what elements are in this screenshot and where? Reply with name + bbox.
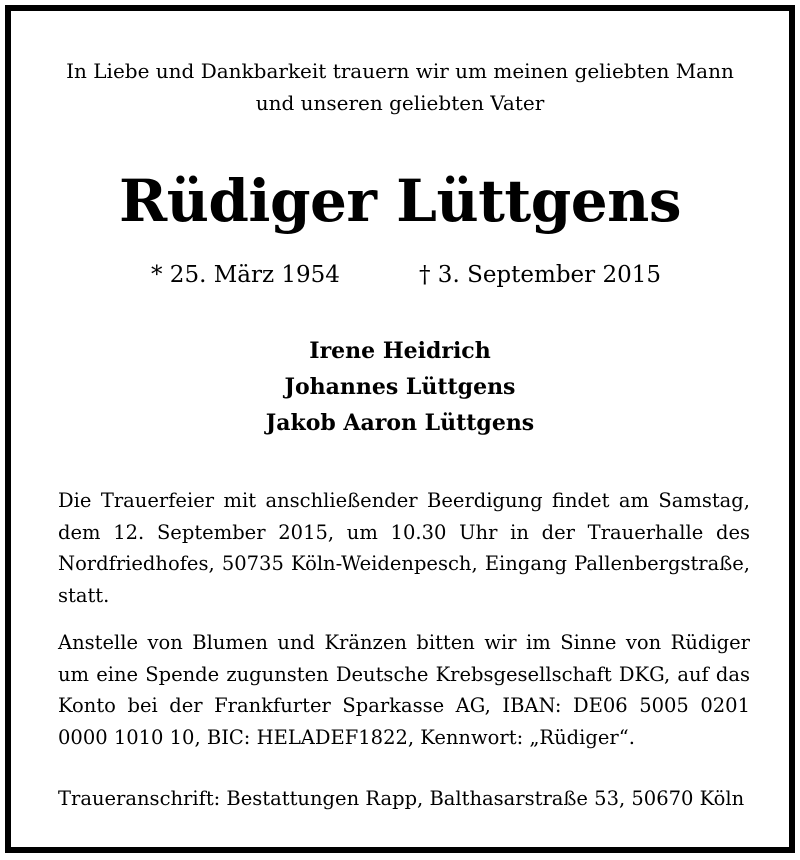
intro-text — [11, 55, 789, 119]
donation-paragraph: Anstelle von Blumen und Kränzen bitten wir im Sinne von Rüdiger um eine Spende zugunsten Deutsche Krebsgesellschaft DKG, auf das Konto bei der Frankfurter Sparkasse AG, IBAN: DE06 5005 0201 0000 1010 10, BIC: HELADEF1822, Kennwort: „Rüdiger“. — [58, 631, 750, 749]
mourners-list — [11, 333, 789, 441]
birth-date: * 25. März 1954 — [151, 262, 340, 288]
intro-line-2: und unseren geliebten Vater — [255, 91, 545, 115]
mourner-name: Irene Heidrich — [309, 338, 491, 364]
mourner-name: Jakob Aaron Lüttgens — [265, 410, 535, 436]
intro-line-1: In Liebe und Dankbarkeit trauern wir um meinen geliebten Mann — [66, 59, 734, 83]
mourner-name: Johannes Lüttgens — [284, 374, 516, 400]
obituary-notice — [5, 5, 795, 853]
address-paragraph: Traueranschrift: Bestattungen Rapp, Balthasarstraße 53, 50670 Köln — [58, 787, 745, 810]
funeral-paragraph: Die Trauerfeier mit anschließender Beerdigung findet am Samstag, dem 12. September 2015, um 10.30 Uhr in der Trauerhalle des Nordfriedhofes, 50735 Köln-Weidenpesch, Eingang Pallenbergstraße, statt. — [58, 489, 750, 607]
deceased-name: Rüdiger Lüttgens — [119, 167, 681, 235]
death-date: † 3. September 2015 — [419, 262, 661, 288]
